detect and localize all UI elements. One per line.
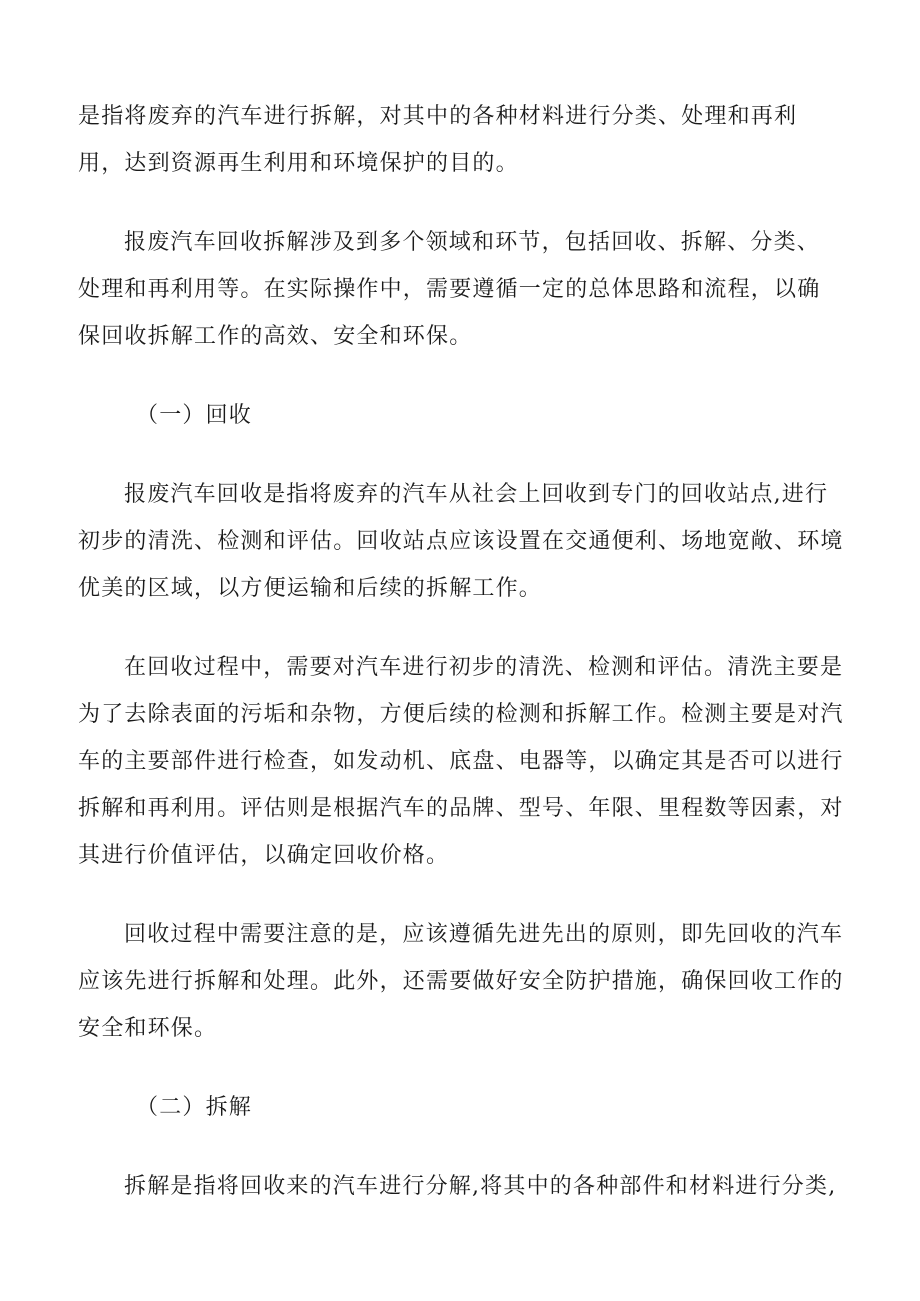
text-line: 用，达到资源再生利用和环境保护的目的。 xyxy=(78,151,519,176)
section-heading-recycling xyxy=(78,392,842,439)
text-line: 初步的清洗、检测和评估。回收站点应该设置在交通便利、场地宽敞、环境 xyxy=(78,529,844,554)
text-line: 是指将废弃的汽车进行拆解，对其中的各种材料进行分类、处理和再利 xyxy=(78,104,798,129)
text-line: 拆解是指将回收来的汽车进行分解,将其中的各种部件和材料进行分类, xyxy=(124,1174,837,1199)
text-line: 车的主要部件进行检查，如发动机、底盘、电器等，以确定其是否可以进行 xyxy=(78,749,844,774)
text-line: 优美的区域，以方便运输和后续的拆解工作。 xyxy=(78,576,543,601)
text-line: 保回收拆解工作的高效、安全和环保。 xyxy=(78,324,473,349)
paragraph-recycling-notes xyxy=(78,911,842,1052)
paragraph-recycling-process xyxy=(78,644,842,879)
paragraph-dismantling-definition xyxy=(78,1163,842,1210)
text-line: 在回收过程中，需要对汽车进行初步的清洗、检测和评估。清洗主要是 xyxy=(124,655,844,680)
text-line: 其进行价值评估，以确定回收价格。 xyxy=(78,843,450,868)
text-line: 为了去除表面的污垢和杂物，方便后续的检测和拆解工作。检测主要是对汽 xyxy=(78,702,844,727)
section-heading-dismantling xyxy=(78,1084,842,1131)
paragraph-recycling-definition xyxy=(78,471,842,612)
paragraph-overview xyxy=(78,219,842,360)
heading-text: （二）拆解 xyxy=(136,1095,253,1120)
text-line: 报废汽车回收拆解涉及到多个领域和环节，包括回收、拆解、分类、 xyxy=(124,230,821,255)
text-line: 处理和再利用等。在实际操作中，需要遵循一定的总体思路和流程，以确 xyxy=(78,277,821,302)
text-line: 回收过程中需要注意的是，应该遵循先进先出的原则，即先回收的汽车 xyxy=(124,922,844,947)
text-line: 拆解和再利用。评估则是根据汽车的品牌、型号、年限、里程数等因素，对 xyxy=(78,796,844,821)
text-line: 应该先进行拆解和处理。此外，还需要做好安全防护措施，确保回收工作的 xyxy=(78,969,844,994)
heading-text: （一）回收 xyxy=(136,403,253,428)
text-line: 安全和环保。 xyxy=(78,1016,218,1041)
paragraph-intro-continued xyxy=(78,93,842,187)
text-line: 报废汽车回收是指将废弃的汽车从社会上回收到专门的回收站点,进行 xyxy=(124,482,829,507)
